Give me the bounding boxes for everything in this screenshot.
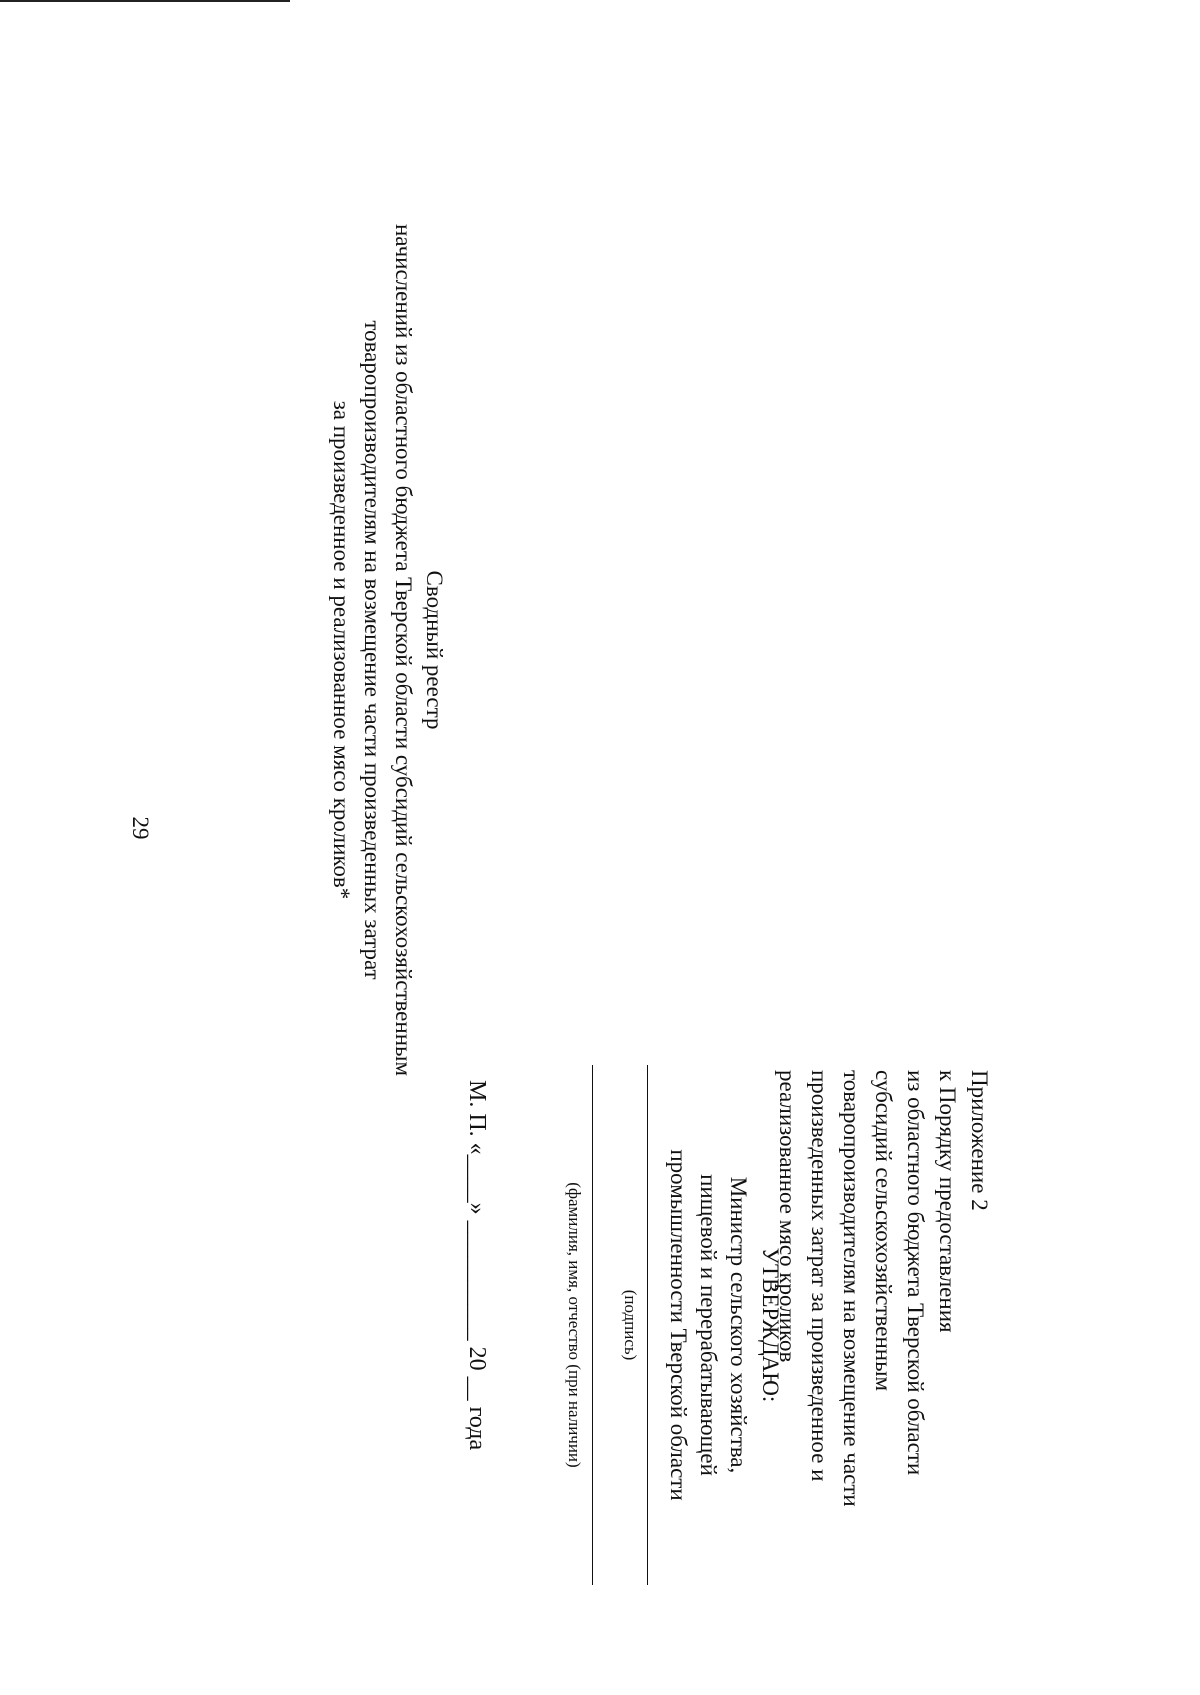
- appendix-line: субсидий сельскохозяйственным: [871, 1070, 896, 1392]
- approval-title: УТВЕРЖДАЮ:: [758, 1247, 783, 1403]
- appendix-line: реализованное мясо кроликов: [775, 1070, 800, 1363]
- register-line: начислений из областного бюджета Тверской области субсидий сельскохозяйственным: [391, 223, 416, 1077]
- register-heading: [326, 65, 450, 1235]
- signature-line: [647, 1065, 648, 1585]
- approval-position-line: Министр сельского хозяйства,: [726, 1176, 751, 1474]
- register-title: Сводный реестр: [422, 570, 447, 730]
- name-line: [592, 1065, 593, 1585]
- stamp-date-line: М. П. «____» __________ 20 __ года: [464, 1080, 490, 1451]
- register-line: за произведенное и реализованное мясо кроликов*: [329, 400, 354, 900]
- name-caption: (фамилия, имя, отчество (при наличии): [565, 1182, 584, 1468]
- register-line: товаропроизводителям на возмещение части произведенных затрат: [360, 320, 385, 980]
- approval-block: [663, 1065, 785, 1585]
- appendix-line: товаропроизводителям на возмещение части: [839, 1070, 864, 1507]
- appendix-line: из областного бюджета Тверской области: [903, 1070, 928, 1476]
- approval-position-line: пищевой и перерабатывающей: [696, 1174, 721, 1476]
- appendix-line: Приложение 2: [967, 1070, 992, 1211]
- appendix-line: произведенных затрат за произведенное и: [807, 1070, 832, 1482]
- approval-position-line: промышленности Тверской области: [666, 1149, 691, 1501]
- signature-caption: (подпись): [621, 1289, 640, 1361]
- appendix-line: к Порядку предоставления: [935, 1070, 960, 1333]
- appendix-block: [771, 1070, 995, 1690]
- page-number: 29: [128, 816, 153, 840]
